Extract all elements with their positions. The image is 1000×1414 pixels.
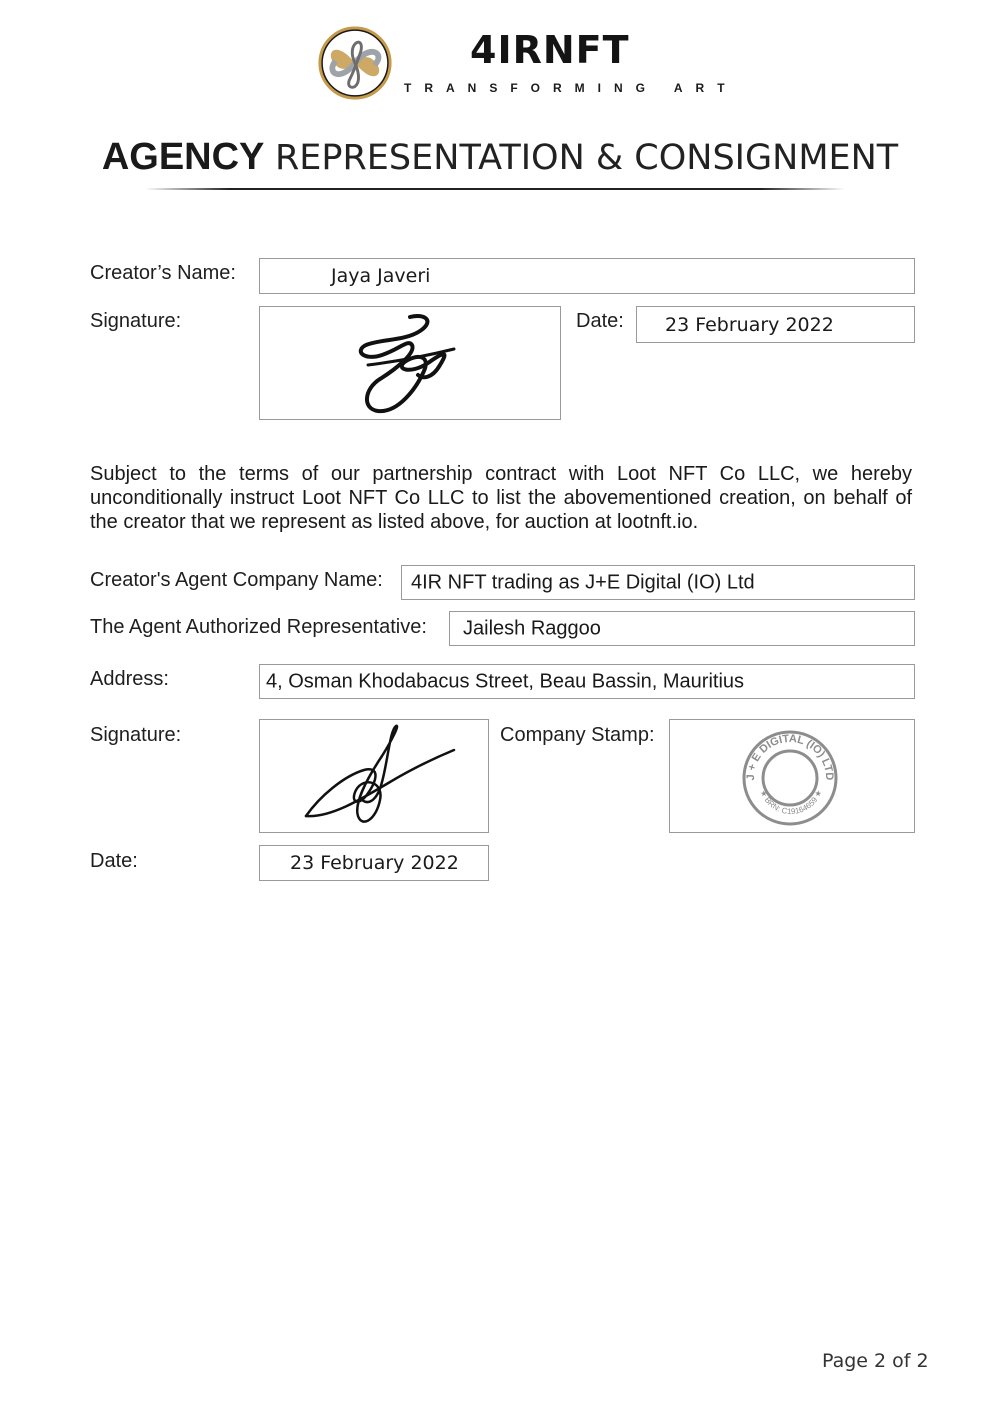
creator-name-value: Jaya Javeri	[331, 265, 431, 287]
agent-representative-field[interactable]	[449, 611, 915, 646]
agent-company-value: 4IR NFT trading as J+E Digital (IO) Ltd	[411, 571, 755, 593]
agent-address-value: 4, Osman Khodabacus Street, Beau Bassin, Mauritius	[266, 670, 745, 692]
agent-address-label: Address:	[90, 668, 169, 690]
title-bold: AGENCY	[101, 136, 265, 178]
agent-signature-image	[300, 720, 460, 832]
agent-date-field[interactable]	[259, 845, 489, 881]
page-number: Page 2 of 2	[822, 1350, 929, 1372]
agent-address-field[interactable]	[259, 664, 915, 699]
infinity-knot-logo-icon	[316, 24, 394, 102]
agent-representative-value: Jailesh Raggoo	[463, 617, 601, 639]
creator-signature-image	[350, 309, 470, 417]
instruction-paragraph: Subject to the terms of our partnership contract with Loot NFT Co LLC, we hereby unconditionally instruct Loot NFT Co LLC to list the abovementioned creation, on behalf of the creator that we represent as listed above, for auction at lootnft.io.	[90, 463, 912, 533]
creator-date-label: Date:	[576, 310, 624, 332]
agent-representative-label: The Agent Authorized Representative:	[90, 616, 427, 638]
creator-name-label: Creator’s Name:	[90, 262, 236, 284]
agent-company-field[interactable]	[401, 565, 915, 600]
company-stamp-image	[740, 728, 840, 828]
brand-tagline: TRANSFORMING ART	[404, 81, 738, 95]
agent-company-label: Creator's Agent Company Name:	[90, 569, 383, 591]
agent-signature-label: Signature:	[90, 724, 182, 746]
creator-signature-label: Signature:	[90, 310, 182, 332]
agent-date-label: Date:	[90, 850, 138, 872]
svg-text:★ BRN: C19164659 ★: ★ BRN: C19164659 ★	[758, 788, 824, 817]
agent-signature-box[interactable]	[259, 719, 489, 833]
svg-text:J + E DIGITAL (IO) LTD: J + E DIGITAL (IO) LTD	[744, 732, 836, 781]
creator-name-field[interactable]	[259, 258, 915, 294]
company-stamp-box[interactable]	[669, 719, 915, 833]
title-divider	[145, 188, 845, 190]
creator-date-field[interactable]	[636, 306, 915, 343]
company-stamp-label: Company Stamp:	[500, 724, 655, 746]
brand-name: 4IRNFT	[470, 28, 630, 72]
agent-date-value: 23 February 2022	[290, 852, 459, 874]
document-title	[0, 136, 1000, 179]
creator-date-value: 23 February 2022	[665, 313, 834, 336]
title-rest: REPRESENTATION & CONSIGNMENT	[274, 138, 899, 178]
creator-signature-box[interactable]	[259, 306, 561, 420]
